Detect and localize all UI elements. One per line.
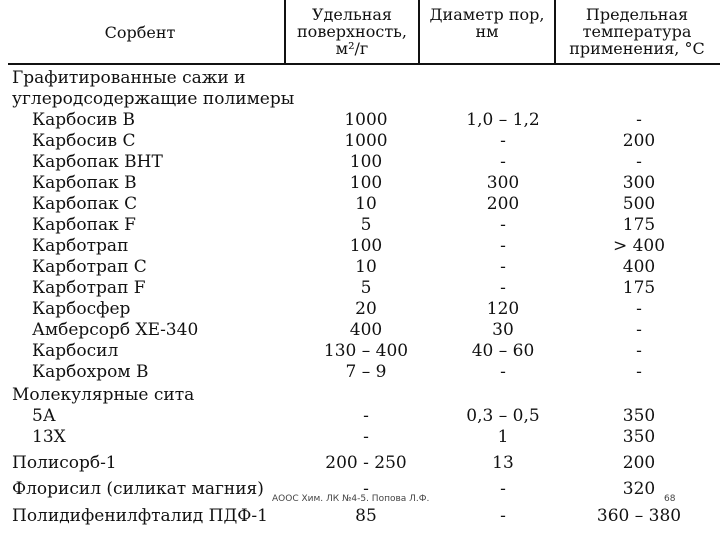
header-temp-line2: температура xyxy=(582,22,692,41)
row-name: углеродсодержащие полимеры xyxy=(12,89,295,109)
row-surface: 20 xyxy=(355,299,377,319)
row-surface: 85 xyxy=(355,506,377,526)
table-row xyxy=(0,385,720,406)
row-temp: 175 xyxy=(622,215,656,235)
row-surface: - xyxy=(363,406,369,426)
row-pore: - xyxy=(500,506,506,526)
row-name: 13Х xyxy=(32,427,66,447)
header-sorbent-label: Сорбент xyxy=(104,23,176,42)
header-temp-line3: применения, °С xyxy=(569,39,705,58)
table-row xyxy=(0,215,720,236)
row-temp: 300 xyxy=(622,173,656,193)
row-name: Карбопак F xyxy=(32,215,136,235)
header-surface-line1: Удельная xyxy=(311,5,393,24)
header-surface xyxy=(286,6,418,57)
row-pore: - xyxy=(500,257,506,277)
row-temp: 320 xyxy=(622,479,656,499)
row-pore: - xyxy=(500,479,506,499)
table-row xyxy=(0,278,720,299)
row-temp: - xyxy=(636,320,642,340)
row-name: Амберсорб ХЕ-340 xyxy=(32,320,199,340)
table-row xyxy=(0,68,720,89)
row-temp: 400 xyxy=(622,257,656,277)
table-row xyxy=(0,453,720,474)
table-row xyxy=(0,131,720,152)
row-temp: - xyxy=(636,341,642,361)
row-name: Карбосив С xyxy=(32,131,136,151)
row-temp: 200 xyxy=(622,131,656,151)
row-name: 5А xyxy=(32,406,56,426)
table-row xyxy=(0,362,720,383)
row-surface: 10 xyxy=(355,257,377,277)
table-row xyxy=(0,427,720,448)
row-surface: 1000 xyxy=(344,110,388,130)
table-row xyxy=(0,299,720,320)
row-pore: 0,3 – 0,5 xyxy=(466,406,540,426)
table-row xyxy=(0,506,720,527)
page-number: 68 xyxy=(664,494,676,504)
row-name: Полидифенилфталид ПДФ-1 xyxy=(12,506,268,526)
table-row xyxy=(0,257,720,278)
row-surface: 7 – 9 xyxy=(345,362,387,382)
header-surface-line3: м²/г xyxy=(335,39,369,58)
table-row xyxy=(0,406,720,427)
header-pore-line2: нм xyxy=(475,22,499,41)
row-name: Карботрап xyxy=(32,236,129,256)
row-name: Молекулярные сита xyxy=(12,385,195,405)
table-row xyxy=(0,194,720,215)
row-surface: 10 xyxy=(355,194,377,214)
table-row xyxy=(0,152,720,173)
row-temp: - xyxy=(636,362,642,382)
row-name: Карбопак С xyxy=(32,194,138,214)
row-surface: 200 - 250 xyxy=(325,453,407,473)
row-surface: 1000 xyxy=(344,131,388,151)
row-name: Карботрап С xyxy=(32,257,147,277)
row-pore: 120 xyxy=(486,299,520,319)
row-pore: 1,0 – 1,2 xyxy=(466,110,540,130)
row-name: Карботрап F xyxy=(32,278,146,298)
table-row xyxy=(0,173,720,194)
row-temp: 350 xyxy=(622,406,656,426)
row-pore: - xyxy=(500,131,506,151)
row-temp: - xyxy=(636,299,642,319)
row-pore: - xyxy=(500,152,506,172)
table-row xyxy=(0,110,720,131)
header-pore-line1: Диаметр пор, xyxy=(429,5,545,24)
row-temp: > 400 xyxy=(612,236,666,256)
row-name: Карбопак ВНТ xyxy=(32,152,163,172)
row-name: Карбосил xyxy=(32,341,119,361)
row-surface: - xyxy=(363,479,369,499)
row-temp: - xyxy=(636,110,642,130)
row-surface: 130 – 400 xyxy=(323,341,409,361)
row-pore: 40 – 60 xyxy=(471,341,535,361)
footer-caption: АООС Хим. ЛК №4-5. Попова Л.Ф. xyxy=(272,494,430,504)
table-row xyxy=(0,89,720,110)
row-name: Графитированные сажи и xyxy=(12,68,246,88)
row-surface: - xyxy=(363,427,369,447)
row-pore: 1 xyxy=(497,427,509,447)
row-temp: 175 xyxy=(622,278,656,298)
row-surface: 5 xyxy=(360,215,372,235)
row-name: Полисорб-1 xyxy=(12,453,117,473)
header-surface-line2: поверхность, xyxy=(297,22,407,41)
header-pore xyxy=(420,6,554,40)
row-pore: - xyxy=(500,215,506,235)
header-sorbent xyxy=(40,24,240,41)
row-surface: 400 xyxy=(349,320,383,340)
row-surface: 100 xyxy=(349,152,383,172)
row-pore: 13 xyxy=(492,453,514,473)
table-row xyxy=(0,236,720,257)
header-temp xyxy=(556,6,718,57)
row-pore: 300 xyxy=(486,173,520,193)
table-row xyxy=(0,341,720,362)
row-pore: - xyxy=(500,278,506,298)
row-surface: 5 xyxy=(360,278,372,298)
row-temp: 350 xyxy=(622,427,656,447)
row-pore: - xyxy=(500,362,506,382)
row-temp: 200 xyxy=(622,453,656,473)
row-name: Карбосфер xyxy=(32,299,131,319)
row-temp: 500 xyxy=(622,194,656,214)
row-surface: 100 xyxy=(349,236,383,256)
row-surface: 100 xyxy=(349,173,383,193)
header-divider xyxy=(8,63,720,65)
row-temp: - xyxy=(636,152,642,172)
row-pore: - xyxy=(500,236,506,256)
row-temp: 360 – 380 xyxy=(596,506,682,526)
row-name: Карбохром В xyxy=(32,362,149,382)
row-name: Флорисил (силикат магния) xyxy=(12,479,264,499)
table-row xyxy=(0,320,720,341)
header-temp-line1: Предельная xyxy=(585,5,689,24)
row-name: Карбосив В xyxy=(32,110,135,130)
row-pore: 200 xyxy=(486,194,520,214)
row-name: Карбопак В xyxy=(32,173,137,193)
row-pore: 30 xyxy=(492,320,514,340)
